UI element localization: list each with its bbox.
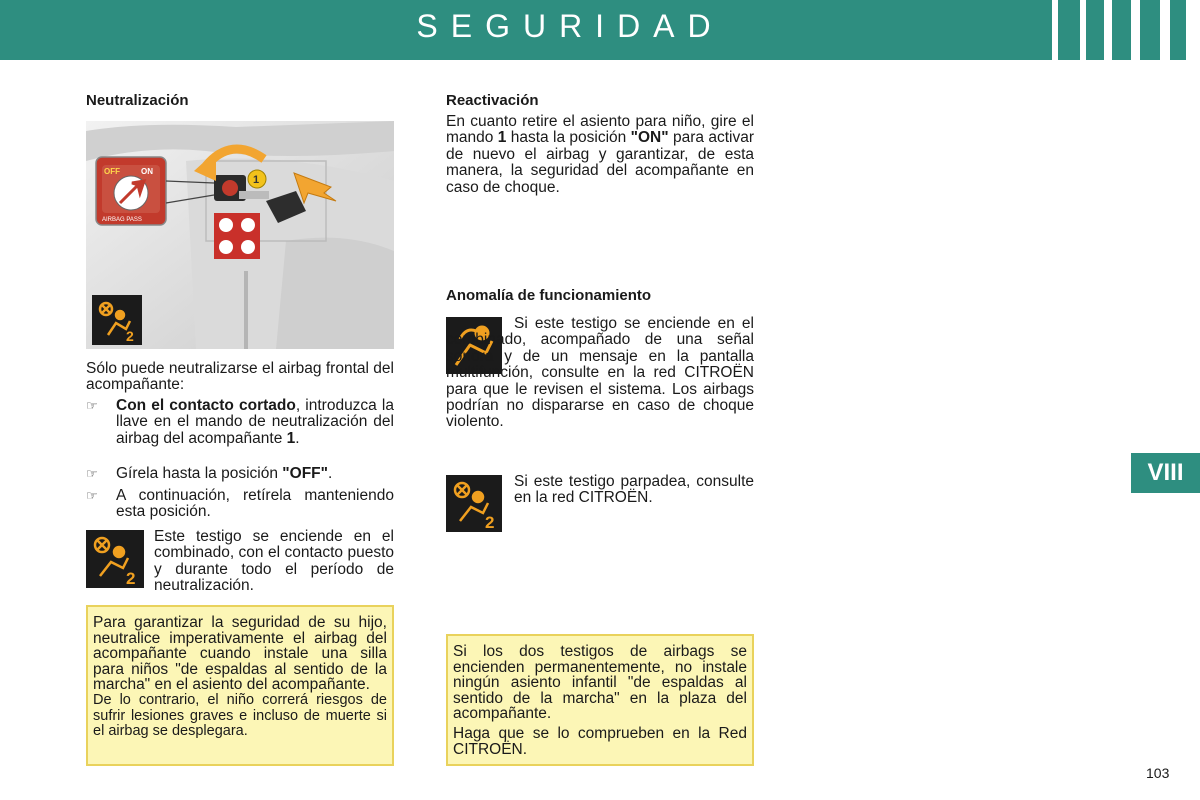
reactivation-ref: 1	[497, 129, 507, 147]
svg-text:2: 2	[485, 513, 495, 532]
airbag-switch-photo	[86, 121, 394, 349]
pointing-hand-icon: ☞	[86, 488, 98, 503]
callout-1: 1	[253, 174, 260, 186]
header-stripe	[1080, 0, 1086, 60]
note-text-2: De lo contrario, el niño correrá riesgos de sufrir lesiones graves e incluso de muerte si el airbag se desplegara.	[93, 691, 387, 740]
step-1-end: .	[295, 429, 300, 447]
blink-description: Si este testigo parpadea, consulte en la red CITROËN.	[514, 473, 754, 507]
note-text-2: Haga que se lo comprueben en la Red CITROËN.	[453, 724, 747, 758]
on-label: ON	[141, 167, 153, 176]
reactivation-part-2: hasta la posición	[506, 129, 631, 147]
double-lamp-warning-note	[446, 634, 754, 766]
header-stripe	[1052, 0, 1058, 60]
intro-text: Sólo puede neutralizarse el airbag frontal del acompañante:	[86, 360, 394, 394]
section-heading-anomaly: Anomalía de funcionamiento	[446, 287, 652, 304]
svg-text:2: 2	[126, 328, 134, 344]
page-number: 103	[1146, 765, 1170, 781]
step-3	[86, 487, 394, 521]
step-2-bold: "OFF"	[282, 465, 328, 482]
anomaly-description: Si este testigo se enciende en el combinado, acompañado de una señal sonora y de un mensaje en la pantalla multifunción, consulte en la red CITROËN para que le revisen el sistema. Los airbags podrían no dispararse en caso de choque violento.	[446, 315, 754, 431]
pointing-hand-icon: ☞	[86, 466, 98, 481]
reactivation-text	[446, 114, 754, 196]
icon-float-space	[378, 316, 446, 366]
reactivation-part-1: En cuanto retire el asiento para niño, gire el mando	[446, 113, 754, 147]
header-stripe	[1160, 0, 1170, 60]
step-2	[86, 465, 394, 482]
step-1-bold: Con el contacto cortado	[116, 397, 296, 414]
section-heading-reactivation: Reactivación	[446, 92, 539, 109]
header-stripe	[1131, 0, 1140, 60]
section-heading-neutralization: Neutralización	[86, 92, 189, 109]
airbag-off-warning-icon	[86, 530, 144, 588]
note-text-1: Para garantizar la seguridad de su hijo, neutralice imperativamente el airbag del acompañante cuando instale una silla para niños "de espaldas al sentido de la marcha" en el asiento del acompañante.	[93, 614, 387, 694]
step-3-text: A continuación, retírela manteniendo esta posición.	[116, 487, 394, 521]
step-1-ref: 1	[286, 429, 296, 447]
page-title: SEGURIDAD	[416, 8, 724, 44]
reactivation-part-3: para activar de nuevo el airbag y garantizar, de esta manera, la seguridad del acompañante en caso de choque.	[446, 129, 754, 196]
step-1-text: , introduzca la llave en el mando de neutralización del airbag del acompañante	[116, 397, 394, 447]
header-stripe	[1104, 0, 1112, 60]
step-2-end: .	[328, 465, 333, 482]
airbag-pass-label: AIRBAG PASS	[102, 217, 142, 223]
airbag-off-blinking-icon	[446, 475, 502, 532]
step-2-text: Gírela hasta la posición	[116, 465, 283, 482]
header-stripe	[1186, 0, 1200, 60]
svg-text:2: 2	[126, 569, 136, 588]
pointing-hand-icon: ☞	[86, 398, 98, 413]
reactivation-on: "ON"	[630, 129, 669, 147]
note-text-1: Si los dos testigos de airbags se encienden permanentemente, no instale ningún asiento infantil "de espaldas al sentido de la marcha" en la plaza del acompañante.	[453, 643, 747, 723]
page-header	[0, 0, 1200, 60]
anomaly-text	[446, 316, 754, 431]
lamp-description: Este testigo se enciende en el combinado, con el contacto puesto y durante todo el período de neutralización.	[154, 528, 394, 595]
off-label: OFF	[104, 167, 120, 176]
child-seat-warning-note	[86, 605, 394, 766]
chapter-tab: VIII	[1131, 453, 1200, 493]
step-1	[86, 397, 394, 447]
